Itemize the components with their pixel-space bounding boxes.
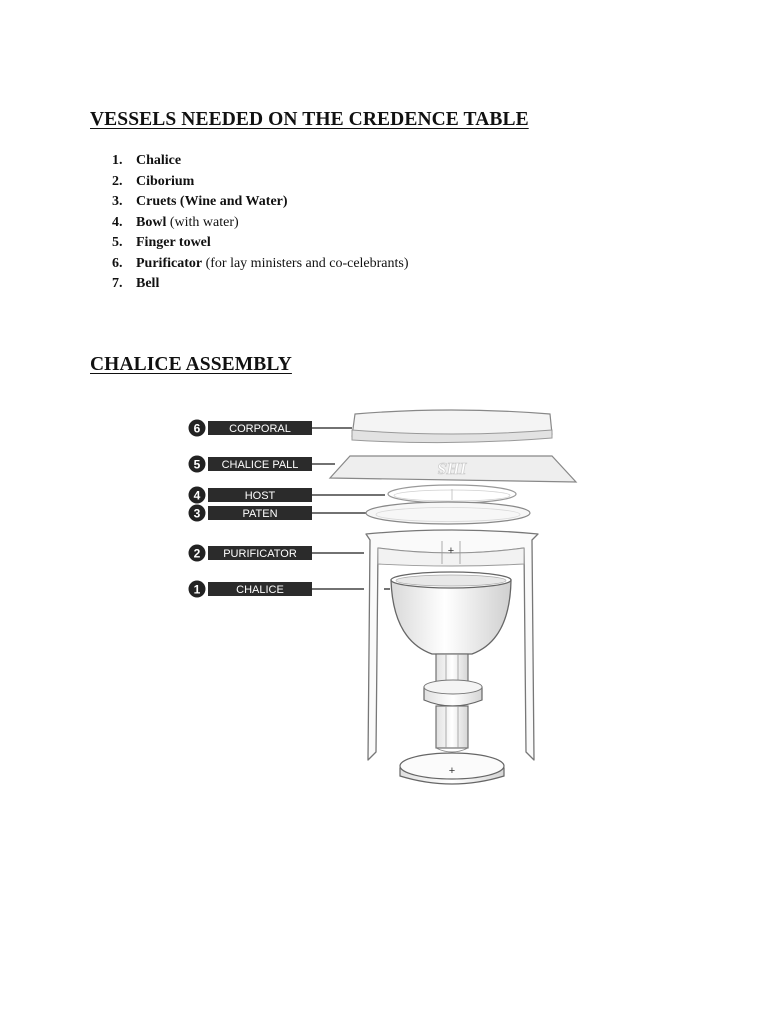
label-chalice [189, 581, 391, 598]
corporal-illustration [352, 410, 552, 443]
item-number: 1. [112, 153, 123, 168]
item-name: Ciborium [136, 173, 195, 189]
badge-number: 1 [193, 582, 201, 597]
label-text: PURIFICATOR [223, 548, 297, 560]
label-text: HOST [244, 490, 276, 502]
item-number: 3. [112, 194, 123, 209]
label-chalice-pall [189, 456, 336, 473]
label-paten [189, 505, 369, 522]
badge-number: 6 [193, 421, 201, 436]
label-text: CHALICE PALL [221, 459, 299, 471]
item-number: 2. [112, 173, 123, 189]
chalice-assembly-heading: CHALICE ASSEMBLY [90, 354, 292, 375]
item-name: Cruets (Wine and Water) [136, 194, 288, 209]
item-name: Bowl [136, 214, 167, 230]
list-item [112, 233, 409, 254]
label-text: CORPORAL [229, 423, 291, 435]
chalice-assembly-diagram [180, 400, 580, 792]
vessels-heading: VESSELS NEEDED ON THE CREDENCE TABLE [90, 109, 529, 130]
badge-number: 2 [193, 546, 201, 561]
badge-number: 3 [193, 506, 201, 521]
vessel-list [112, 151, 409, 295]
list-item [112, 213, 409, 234]
chalice-illustration [391, 572, 511, 784]
label-text: CHALICE [236, 584, 284, 596]
item-note: (with water) [166, 214, 239, 230]
item-name: Bell [136, 276, 160, 291]
cross-icon: + [448, 765, 456, 777]
ihs-monogram: IHS [437, 459, 467, 478]
host-illustration [388, 485, 516, 503]
list-item [112, 172, 409, 193]
label-text: PATEN [242, 508, 278, 520]
badge-number: 5 [193, 457, 201, 472]
chalice-pall-illustration [330, 456, 576, 482]
badge-number: 4 [193, 488, 201, 503]
item-number: 6. [112, 255, 123, 271]
item-number: 5. [112, 235, 123, 250]
label-purificator [189, 545, 365, 562]
list-item [112, 151, 409, 172]
item-name: Chalice [136, 153, 182, 168]
list-item [112, 254, 409, 275]
item-note: (for lay ministers and co-celebrants) [202, 255, 409, 271]
cross-icon: + [447, 545, 455, 557]
list-item [112, 274, 409, 295]
item-number: 7. [112, 276, 123, 291]
item-number: 4. [112, 214, 123, 230]
label-host [189, 487, 386, 504]
label-corporal [189, 420, 353, 437]
item-name: Purificator [136, 255, 203, 271]
item-name: Finger towel [136, 235, 211, 250]
list-item [112, 192, 409, 213]
paten-illustration [366, 502, 530, 524]
